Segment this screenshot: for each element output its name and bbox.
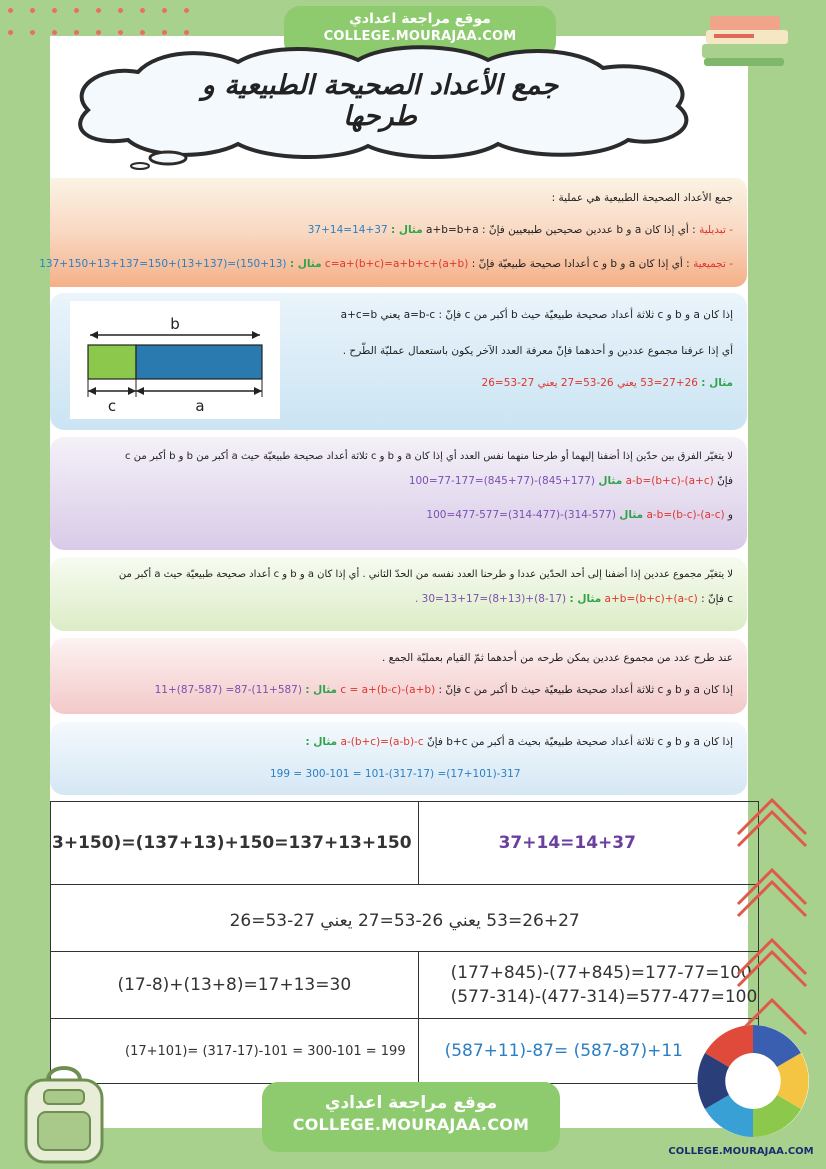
- sum-formula: (a-c)+(b+c)=a+b: [604, 593, 698, 605]
- subtraction-example: 26+27=53 يعني 26-53=27 يعني 27-53=26: [481, 377, 698, 389]
- difference-example-label-2: مثال: [619, 509, 644, 521]
- subsum-formula: a-(b+c)=(a-b)-c: [340, 736, 424, 748]
- associative-label: - تجميعية: [693, 258, 733, 270]
- associative-formula: (a+b)+c=a+(b+c)=a+b+c: [324, 258, 469, 270]
- subfromsum-line1: عند طرح عدد من مجموع عددين يمكن طرحه من أحدهما ثمّ القيام بعمليّة الجمع .: [381, 652, 733, 664]
- section-sum-invariance: [50, 557, 747, 631]
- commutative-text: : أي إذا كان a و b عددين صحيحين طبيعيين فإنّ :: [481, 224, 696, 236]
- subtraction-line2: أي إذا عرفنا مجموع عددين و أحدهما فإنّ معرفة العدد الآخر يكون باستعمال عمليّة الطّرح .: [342, 345, 733, 357]
- books-icon: [700, 12, 806, 68]
- table-cell: [418, 952, 759, 1019]
- segment-diagram: [70, 301, 280, 419]
- table-row2-text: 26+27=53 يعني 26-53=27 يعني 27-53=26: [229, 911, 580, 931]
- logo-caption: COLLEGE.MOURAJAA.COM: [668, 1146, 814, 1157]
- table-row: [51, 1019, 759, 1084]
- subtraction-formula: a=b-c يعني a+c=b: [340, 309, 436, 321]
- difference-example-label: مثال: [598, 475, 623, 487]
- table-row3-line1: (177+845)-(77+845)=177-77=100: [450, 963, 752, 983]
- commutative-label: - تبديلية: [699, 224, 733, 236]
- table-cell: (17+101)= (317-17)-101 = 300-101 = 199: [51, 1019, 419, 1084]
- subfromsum-text: إذا كان a و b و c ثلاثة أعداد صحيحة طبيعيّة حيث b أكبر من c فإنّ :: [438, 684, 733, 696]
- section-subtraction: [50, 293, 747, 430]
- subsum-example-line: [270, 768, 521, 780]
- sum-example: (17-8)+(13+8)=17+13=30 .: [414, 593, 567, 605]
- associative-text: : أي إذا كان a و b و c أعدادا صحيحة طبيعيّة فإنّ :: [471, 258, 690, 270]
- sum-prefix: c فإنّ :: [701, 593, 733, 605]
- site-badge-bottom[interactable]: [262, 1082, 560, 1152]
- difference-formula-sub: (a-c)-(b-c)=a-b: [646, 509, 725, 521]
- diagram-label-a: a: [195, 397, 205, 415]
- section-difference-invariance: [50, 437, 747, 550]
- table-cell: [51, 885, 759, 952]
- chevron-up-icon: [732, 790, 812, 1050]
- subsum-text: إذا كان a و b و c ثلاثة أعداد صحيحة طبيعيّة بحيث a أكبر من b+c فإنّ: [426, 736, 733, 748]
- table-cell: 37+14=14+37: [418, 802, 759, 885]
- subfromsum-example: (587+11)-87= (587-87)+11: [154, 684, 302, 696]
- table-row: [51, 952, 759, 1019]
- table-row: [51, 885, 759, 952]
- backpack-icon: [14, 1060, 114, 1165]
- page-title: جمع الأعداد الصحيحة الطبيعية و طرحها: [201, 70, 559, 132]
- difference-example1: (177+845)-(77+845)=177-77=100: [408, 475, 596, 487]
- diagram-label-b: b: [170, 315, 180, 333]
- subfromsum-example-label: مثال :: [305, 684, 338, 696]
- section-intro: جمع الأعداد الصحيحة الطبيعية هي عملية :: [551, 192, 733, 204]
- subsum-example: 317-(17+101)= (317-17)-101 = 300-101 = 199: [270, 768, 521, 780]
- table-row: [51, 802, 759, 885]
- commutative-example: 37+14=14+37: [307, 224, 388, 236]
- table-cell: 3+150)=(137+13)+150=137+13+150: [51, 802, 419, 885]
- difference-line1: لا يتغيّر الفرق بين حدّين إذا أضفنا إليهما أو طرحنا منهما نفس العدد أي إذا كان a و b و c ثلاثة أعداد صحيحة طبيعيّة حيث a أكبر من b و b أكبر من c: [125, 451, 733, 462]
- table-cell: (587+11)-87= (587-87)+11: [418, 1019, 759, 1084]
- associative-example: (13+150)=(137+13)+150=137+13+150+137: [39, 258, 287, 270]
- difference-prefix: فإنّ: [717, 475, 733, 487]
- subtraction-text: إذا كان a و b و c ثلاثة أعداد صحيحة طبيعيّة حيث b أكبر من c فإنّ :: [438, 309, 733, 321]
- site-logo-icon[interactable]: [694, 1022, 812, 1140]
- difference-example2: (577-314)-(477-314)=577-477=100: [426, 509, 616, 521]
- associative-example-label: مثال :: [289, 258, 322, 270]
- section-subtract-sum: [50, 722, 747, 795]
- difference-line2: [58, 475, 733, 487]
- site-name-ar: موقع مراجعة اعدادي: [349, 11, 491, 27]
- sum-line2: [58, 593, 733, 605]
- difference-line3: [58, 509, 733, 521]
- site-name-ar-bottom: موقع مراجعة اعدادي: [324, 1093, 498, 1113]
- subtraction-line1: [290, 309, 733, 321]
- subfromsum-line2: [58, 684, 733, 696]
- sum-line1: لا يتغيّر مجموع عددين إذا أضفنا إلى أحد الحدّين عددا و طرحنا العدد نفسه من الحدّ الثاني . أي إذا كان a و b و c أعداد صحيحة طبيعيّة حيث a أكبر من: [118, 569, 733, 580]
- table-row3-line2: (577-314)-(477-314)=577-477=100: [450, 987, 758, 1007]
- site-domain: COLLEGE.MOURAJAA.COM: [323, 29, 517, 44]
- table-cell: (17-8)+(13+8)=17+13=30: [51, 952, 419, 1019]
- commutative-formula: a+b=b+a: [426, 224, 479, 236]
- difference-formula-add: (a+c)-(b+c)=a-b: [625, 475, 714, 487]
- section-commutative-associative: [39, 178, 747, 287]
- subfromsum-formula: (a+b)-c = a+(b-c): [340, 684, 436, 696]
- site-domain-bottom: COLLEGE.MOURAJAA.COM: [292, 1115, 530, 1134]
- subsum-example-label: مثال :: [305, 736, 338, 748]
- associative-line: [39, 258, 733, 270]
- diagram-label-c: c: [107, 397, 117, 415]
- subtraction-example-label: مثال :: [701, 377, 733, 389]
- page-frame-left: [0, 0, 50, 1169]
- section-subtract-from-sum: [50, 638, 747, 714]
- subtraction-example-line: [290, 377, 733, 389]
- sum-example-label: مثال :: [569, 593, 602, 605]
- subsum-line1: [58, 736, 733, 748]
- commutative-example-label: مثال :: [391, 224, 423, 236]
- commutative-line: [58, 224, 733, 236]
- examples-table: [50, 801, 759, 1084]
- difference-and: و: [727, 509, 733, 521]
